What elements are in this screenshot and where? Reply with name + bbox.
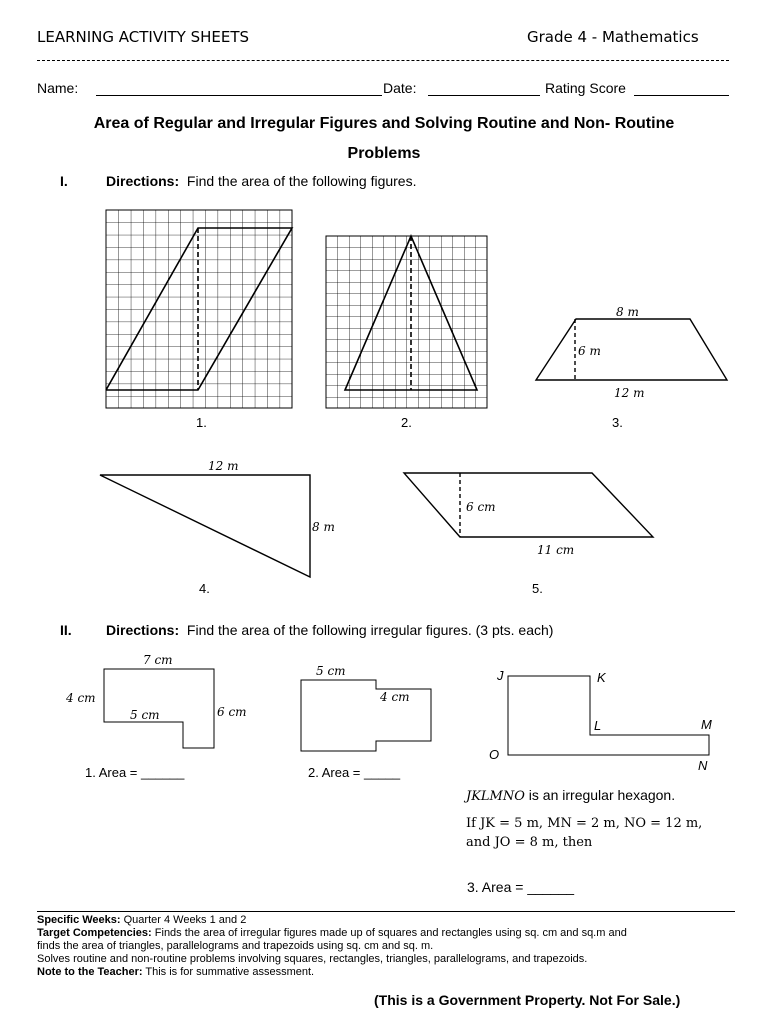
irr1-answer: 1. Area = ______ bbox=[85, 765, 185, 780]
section1-directions-label: Directions: bbox=[106, 173, 180, 189]
hexagon-name: JKLMNO bbox=[466, 789, 525, 804]
figure1-grid-parallelogram bbox=[106, 210, 292, 408]
vertex-k: K bbox=[597, 670, 606, 685]
section2-directions bbox=[106, 622, 553, 638]
government-property-notice: (This is a Government Property. Not For Sale.) bbox=[374, 992, 681, 1008]
footer-line4: Solves routine and non-routine problems involving squares, rectangles, triangles, parallelograms, and trapezoids. bbox=[37, 953, 588, 965]
irr1-top-label: 7 cm bbox=[143, 653, 173, 667]
vertex-l: L bbox=[594, 718, 602, 733]
irr2-answer: 2. Area = _____ bbox=[308, 765, 401, 780]
vertex-m: M bbox=[701, 717, 712, 732]
hexagon-given-line1: If JK = 5 m, MN = 2 m, NO = 12 m, bbox=[466, 816, 703, 831]
irr1-right-label: 6 cm bbox=[217, 705, 247, 719]
sheet-header-right: Grade 4 - Mathematics bbox=[527, 28, 699, 46]
fig5-base-label: 11 cm bbox=[537, 543, 575, 557]
hexagon-description bbox=[466, 787, 675, 804]
vertex-o: O bbox=[489, 747, 500, 762]
footer-note bbox=[37, 966, 314, 979]
footer-competencies bbox=[37, 927, 627, 940]
page-title-line1: Area of Regular and Irregular Figures and Solving Routine and Non- Routine bbox=[93, 115, 675, 132]
figure3-trapezoid bbox=[536, 319, 727, 380]
fig4-top-label: 12 m bbox=[208, 459, 239, 473]
fig2-number: 2. bbox=[401, 415, 412, 430]
figure4-right-triangle bbox=[100, 475, 310, 577]
footer-competencies-text: Finds the area of irregular figures made up of squares and rectangles using sq. cm and sq.m and bbox=[151, 927, 627, 939]
fig4-number: 4. bbox=[199, 581, 210, 596]
rating-label: Rating Score bbox=[545, 80, 626, 96]
footer-weeks bbox=[37, 914, 246, 927]
irr1-left-label: 4 cm bbox=[66, 691, 96, 705]
fig3-number: 3. bbox=[612, 415, 623, 430]
fig3-bottom-label: 12 m bbox=[614, 386, 645, 400]
name-label: Name: bbox=[37, 80, 79, 96]
section2-number: II. bbox=[60, 622, 72, 638]
sheet-header-left: LEARNING ACTIVITY SHEETS bbox=[37, 28, 250, 46]
footer-line3: finds the area of triangles, parallelograms and trapezoids using sq. cm and sq. m. bbox=[37, 940, 434, 952]
irr1-inner-label: 5 cm bbox=[130, 708, 160, 722]
section1-number: I. bbox=[60, 173, 68, 189]
footer-note-label: Note to the Teacher: bbox=[37, 966, 143, 978]
irregular-figure2 bbox=[301, 680, 431, 751]
fig1-number: 1. bbox=[196, 415, 207, 430]
date-label: Date: bbox=[383, 80, 417, 96]
fig3-height-label: 6 m bbox=[578, 344, 601, 358]
footer-weeks-label: Specific Weeks: bbox=[37, 914, 121, 926]
irr3-answer: 3. Area = ______ bbox=[467, 879, 575, 895]
footer-rule bbox=[37, 911, 735, 912]
footer-weeks-text: Quarter 4 Weeks 1 and 2 bbox=[120, 914, 247, 926]
fig5-number: 5. bbox=[532, 581, 543, 596]
hexagon-given-line2: and JO = 8 m, then bbox=[466, 835, 593, 850]
irregular-figure3-hexagon bbox=[508, 676, 709, 755]
irr2-inner-label: 4 cm bbox=[380, 690, 410, 704]
figure2-grid-triangle bbox=[326, 236, 487, 408]
vertex-j: J bbox=[497, 668, 504, 683]
section2-directions-text: Find the area of the following irregular figures. (3 pts. each) bbox=[186, 622, 554, 638]
figure5-parallelogram bbox=[404, 473, 653, 537]
section2-directions-label: Directions: bbox=[106, 622, 180, 638]
fig3-top-label: 8 m bbox=[616, 305, 639, 319]
irr2-top-label: 5 cm bbox=[316, 664, 346, 678]
footer-note-text: This is for summative assessment. bbox=[142, 966, 315, 978]
page-title-line2: Problems bbox=[347, 145, 421, 162]
hexagon-desc-text: is an irregular hexagon. bbox=[524, 787, 676, 803]
vertex-n: N bbox=[698, 758, 708, 773]
section1-directions-text: Find the area of the following figures. bbox=[186, 173, 417, 189]
footer-competencies-label: Target Competencies: bbox=[37, 927, 152, 939]
fig5-height-label: 6 cm bbox=[466, 500, 496, 514]
fig4-side-label: 8 m bbox=[312, 520, 335, 534]
